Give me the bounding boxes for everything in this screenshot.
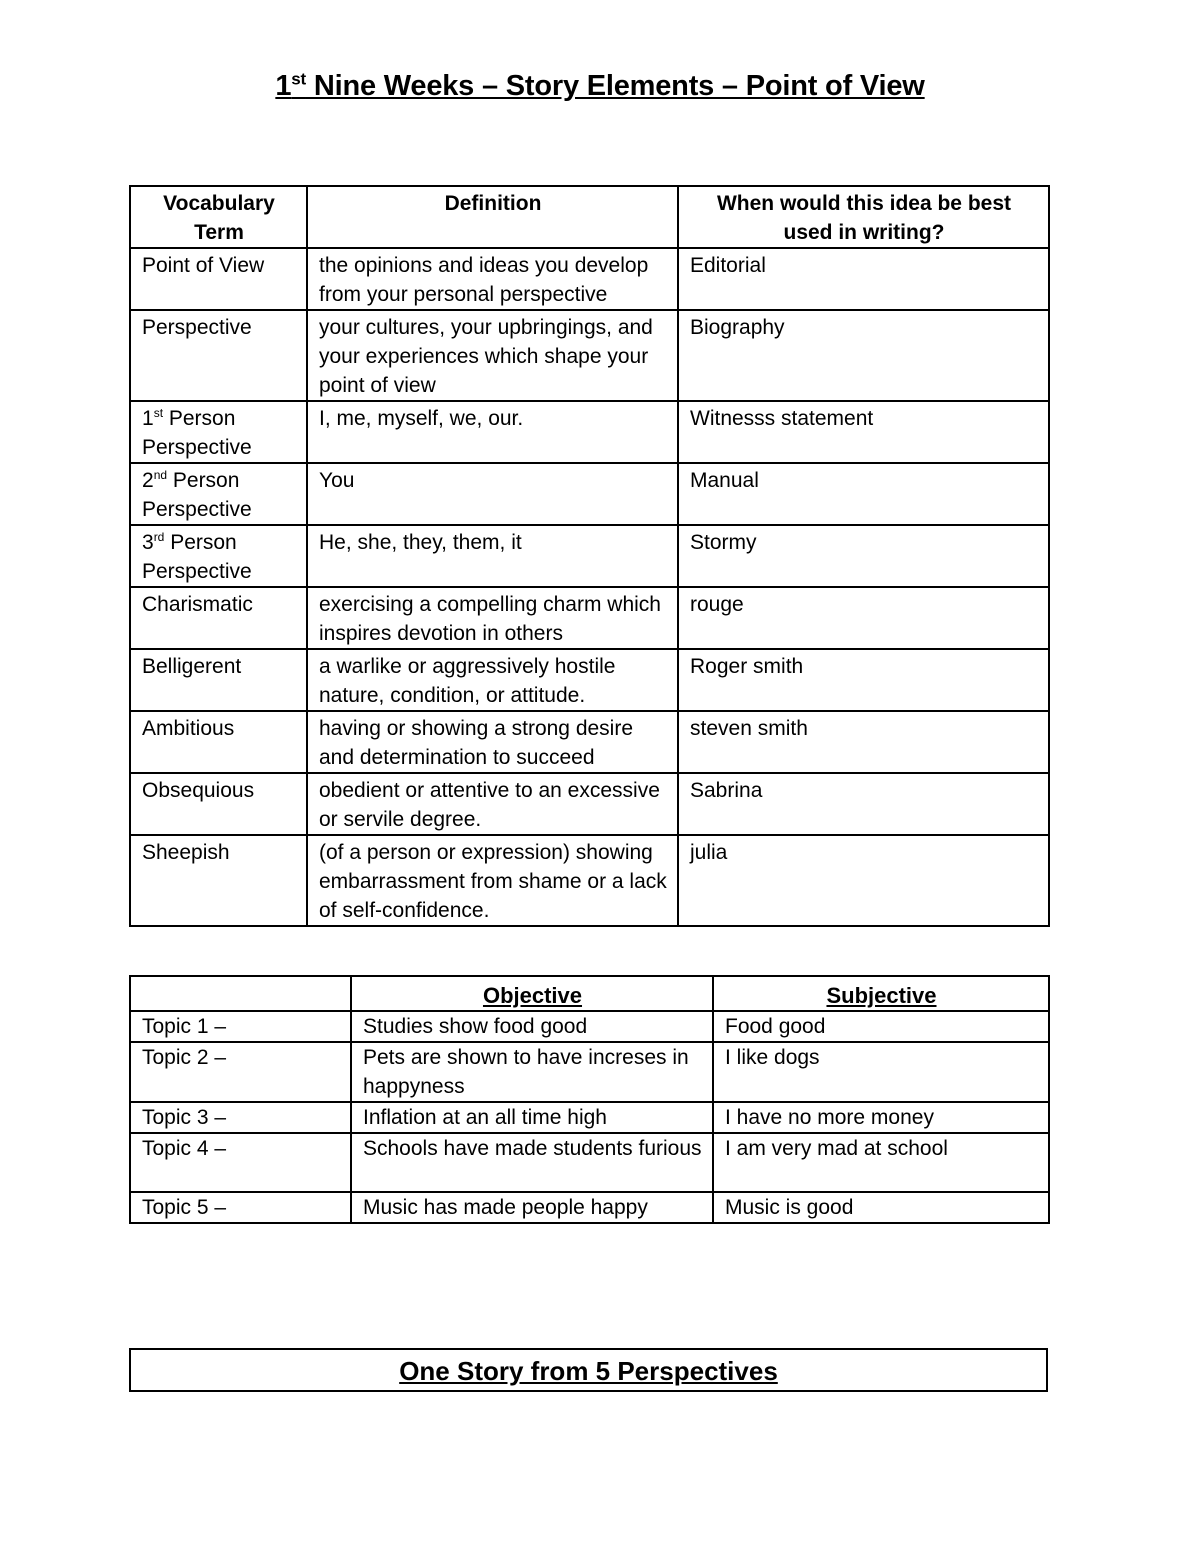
term-number: 3 (142, 531, 154, 554)
term-number: 1 (142, 407, 154, 430)
objective-cell: Pets are shown to have increses in happyness (351, 1042, 713, 1102)
vocab-definition: You (307, 463, 678, 525)
table-row (130, 1192, 1049, 1223)
table-row (130, 711, 1049, 773)
vocab-definition: having or showing a strong desire and determination to succeed (307, 711, 678, 773)
term-number: 2 (142, 469, 154, 492)
table-row (130, 773, 1049, 835)
topic-label: Topic 2 – (130, 1042, 351, 1102)
vocab-term (130, 401, 307, 463)
term-rest: Person Perspective (142, 407, 252, 459)
vocab-term: Ambitious (130, 711, 307, 773)
vocab-definition: (of a person or expression) showing embarrassment from shame or a lack of self-confidence. (307, 835, 678, 926)
vocab-use: Sabrina (678, 773, 1049, 835)
table-row (130, 1011, 1049, 1042)
vocabulary-table (129, 185, 1050, 927)
objsub-header-subjective: Subjective (713, 976, 1049, 1011)
objective-subjective-table (129, 975, 1050, 1224)
story-header-row (130, 1349, 1047, 1391)
page-title (0, 70, 1200, 103)
vocab-term: Obsequious (130, 773, 307, 835)
table-row (130, 835, 1049, 926)
objective-cell: Music has made people happy (351, 1192, 713, 1223)
vocab-use: Editorial (678, 248, 1049, 310)
story-heading: One Story from 5 Perspectives (130, 1349, 1047, 1391)
objective-cell: Studies show food good (351, 1011, 713, 1042)
vocab-use: Witnesss statement (678, 401, 1049, 463)
vocab-header-row (130, 186, 1049, 248)
vocab-use: julia (678, 835, 1049, 926)
table-row (130, 463, 1049, 525)
subjective-cell: Food good (713, 1011, 1049, 1042)
vocab-definition: your cultures, your upbringings, and your experiences which shape your point of view (307, 310, 678, 401)
vocab-term (130, 463, 307, 525)
term-ordinal: st (153, 406, 164, 420)
subjective-cell: I have no more money (713, 1102, 1049, 1133)
objective-cell: Schools have made students furious (351, 1133, 713, 1192)
table-row (130, 649, 1049, 711)
table-row (130, 1133, 1049, 1192)
vocab-term: Sheepish (130, 835, 307, 926)
vocab-header-use: When would this idea be best used in writing? (678, 186, 1049, 248)
vocab-definition: obedient or attentive to an excessive or servile degree. (307, 773, 678, 835)
story-perspectives-table (129, 1348, 1048, 1392)
subjective-cell: I am very mad at school (713, 1133, 1049, 1192)
table-row (130, 587, 1049, 649)
vocab-use: Manual (678, 463, 1049, 525)
vocab-use: rouge (678, 587, 1049, 649)
table-row (130, 1102, 1049, 1133)
vocab-header-term: Vocabulary Term (130, 186, 307, 248)
table-row (130, 525, 1049, 587)
vocab-definition: the opinions and ideas you develop from your personal perspective (307, 248, 678, 310)
vocab-definition: a warlike or aggressively hostile nature, condition, or attitude. (307, 649, 678, 711)
vocab-term: Charismatic (130, 587, 307, 649)
topic-label: Topic 1 – (130, 1011, 351, 1042)
vocab-term: Perspective (130, 310, 307, 401)
term-rest: Person Perspective (142, 469, 252, 521)
vocab-definition: He, she, they, them, it (307, 525, 678, 587)
table-row (130, 401, 1049, 463)
subjective-cell: I like dogs (713, 1042, 1049, 1102)
vocab-term (130, 525, 307, 587)
vocab-use: Roger smith (678, 649, 1049, 711)
objsub-header-row (130, 976, 1049, 1011)
topic-label: Topic 3 – (130, 1102, 351, 1133)
vocab-use: steven smith (678, 711, 1049, 773)
table-row (130, 310, 1049, 401)
vocab-definition: I, me, myself, we, our. (307, 401, 678, 463)
topic-label: Topic 4 – (130, 1133, 351, 1192)
vocab-header-definition: Definition (307, 186, 678, 248)
objective-cell: Inflation at an all time high (351, 1102, 713, 1133)
objsub-header-blank (130, 976, 351, 1011)
term-ordinal: rd (153, 530, 165, 544)
table-row (130, 1042, 1049, 1102)
title-ordinal: st (291, 69, 306, 89)
vocab-use: Stormy (678, 525, 1049, 587)
vocab-term: Belligerent (130, 649, 307, 711)
vocab-use: Biography (678, 310, 1049, 401)
topic-label: Topic 5 – (130, 1192, 351, 1223)
term-rest: Person Perspective (142, 531, 252, 583)
title-text: Nine Weeks – Story Elements – Point of View (305, 70, 925, 102)
vocab-term: Point of View (130, 248, 307, 310)
subjective-cell: Music is good (713, 1192, 1049, 1223)
term-ordinal: nd (153, 468, 168, 482)
title-number: 1 (275, 70, 292, 102)
objsub-header-objective: Objective (351, 976, 713, 1011)
table-row (130, 248, 1049, 310)
vocab-definition: exercising a compelling charm which inspires devotion in others (307, 587, 678, 649)
